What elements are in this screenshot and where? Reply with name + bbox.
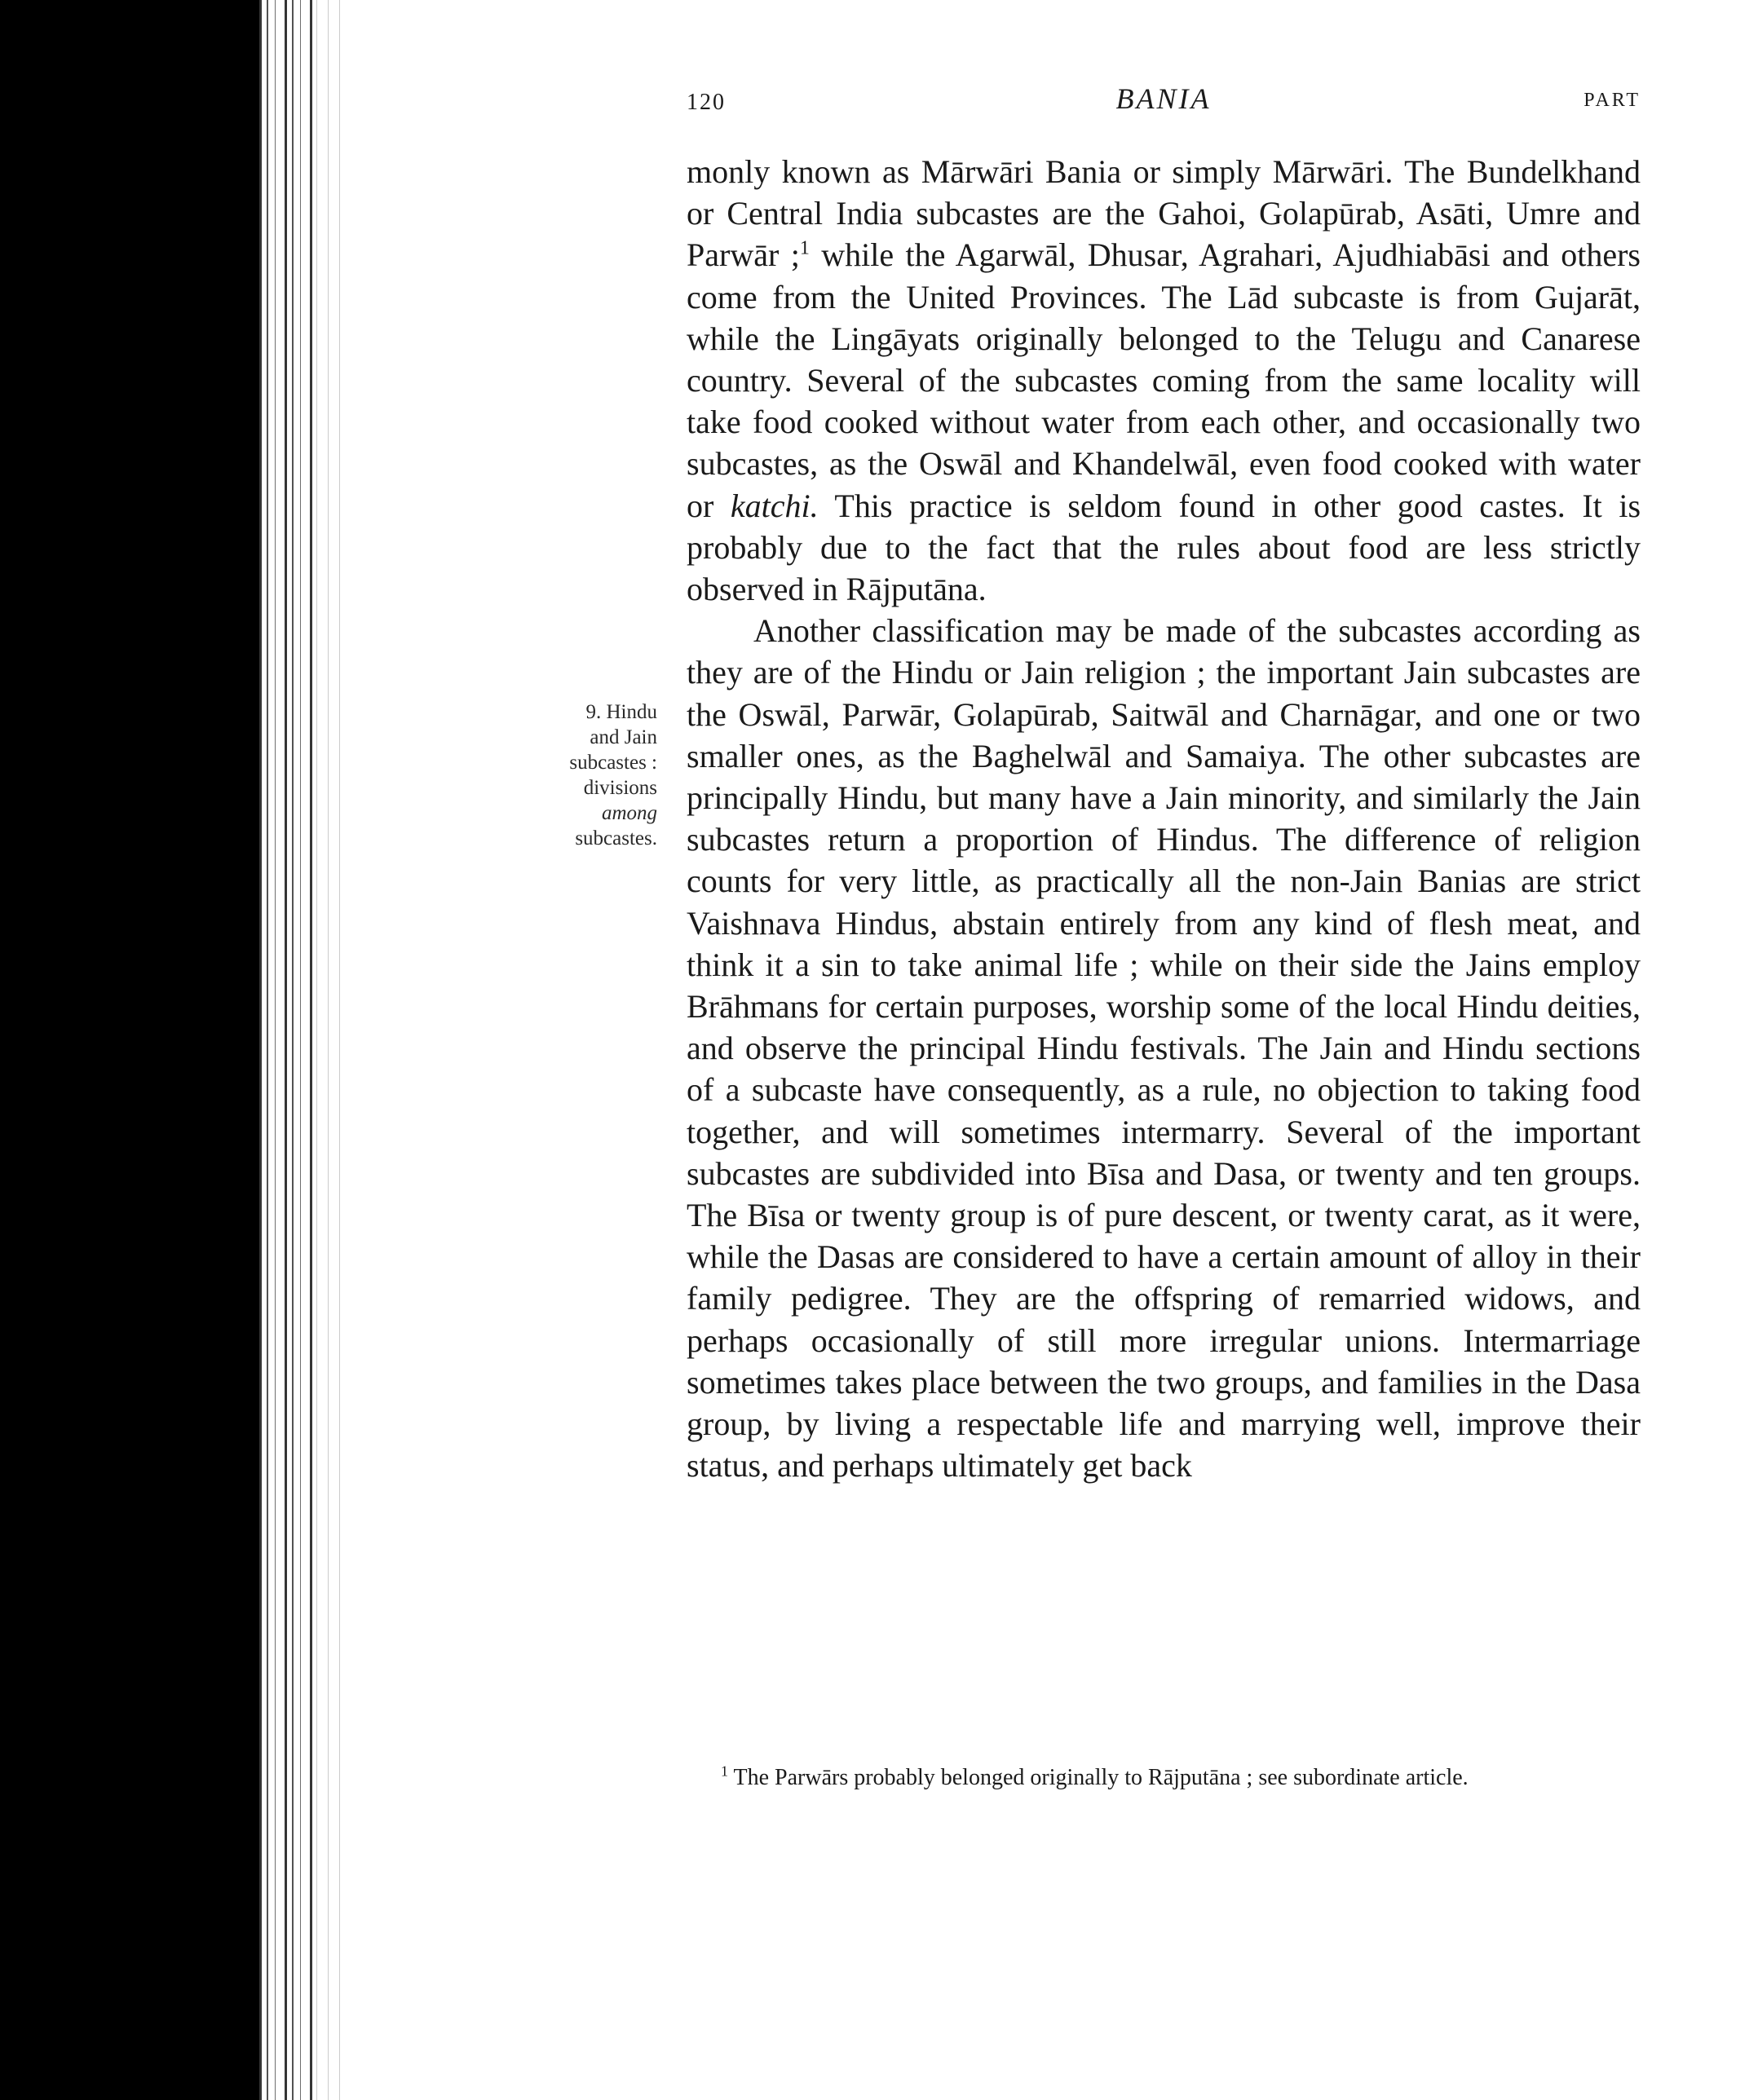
part-label: PART [1584, 90, 1641, 111]
page-number: 120 [687, 90, 726, 115]
scan-binding-streaks [259, 0, 316, 2100]
margin-sidenote [489, 699, 657, 851]
footnote-mark: 1 [721, 1762, 728, 1780]
sidenote-line: subcastes : [569, 752, 657, 774]
footnote-text: The Parwārs probably belonged originally to Rājputāna ; see subordinate article. [728, 1765, 1469, 1790]
scan-binding-fade [316, 0, 349, 2100]
footnote-reference: 1 [799, 238, 810, 260]
paragraph [687, 151, 1641, 610]
sidenote-line: and Jain [590, 726, 657, 748]
paragraph: Another classification may be made of the subcastes according as they are of the Hindu or Jain religion ; the important Jain subcastes are the Oswāl, Parwār, Golapūrab, Saitwāl and Charnāgar, and one or two smaller ones, as the Baghelwāl and Samaiya. The other subcastes are principally Hindu, but many have a Jain minority, and similarly the Jain subcastes return a proportion of Hindus. The difference of religion counts for very little, as practically all the non-Jain Banias are strict Vaishnava Hindus, abstain entirely from any kind of flesh meat, and think it a sin to take animal life ; while on their side the Jains employ Brāhmans for certain purposes, worship some of the local Hindu deities, and observe the principal Hindu festivals. The Jain and Hindu sections of a subcaste have consequently, as a rule, no objection to taking food together, and will sometimes intermarry. Several of the important subcastes are subdivided into Bīsa and Dasa, or twenty and ten groups. The Bīsa or twenty group is of pure descent, or twenty carat, as it were, while the Dasas are considered to have a certain amount of alloy in their family pedigree. They are the offspring of remarried widows, and perhaps occasionally of still more irregular unions. Intermarriage sometimes takes place between the two groups, and families in the Dasa group, by living a respectable life and marrying well, improve their status, and perhaps ultimately get back [687, 612, 1641, 1485]
italic-term: katchi. [730, 487, 819, 524]
body-text [687, 151, 1641, 1487]
scan-binding-edge [0, 0, 259, 2100]
footnote [687, 1763, 1641, 1792]
sidenote-line: among [601, 802, 657, 824]
sidenote-line: subcastes. [575, 827, 657, 849]
running-title: BANIA [1115, 82, 1212, 115]
page-header [687, 82, 1641, 122]
sidenote-line: 9. Hindu [585, 701, 657, 723]
paragraph-text: This practice is seldom found in other good castes. It is probably due to the fact that the rules about food are less strictly observed in Rājputāna. [687, 487, 1641, 608]
paragraph-text: while the Agarwāl, Dhusar, Agrahari, Ajudhiabāsi and others come from the United Provinces. The Lād subcaste is from Gujarāt, while the Lingāyats originally belonged to the Telugu and Canarese country. Several of the subcastes coming from the same locality will take food cooked without water from each other, and occasionally two subcastes, as the Oswāl and Khandelwāl, even food cooked with water or [687, 236, 1641, 524]
sidenote-line: divisions [583, 777, 657, 799]
paragraph-text: monly known as Mārwāri Bania or simply Mārwāri. The Bundelkhand or Central India subcastes are the Gahoi, Golapūrab, Asāti, Umre and Parwār ; [687, 153, 1641, 274]
